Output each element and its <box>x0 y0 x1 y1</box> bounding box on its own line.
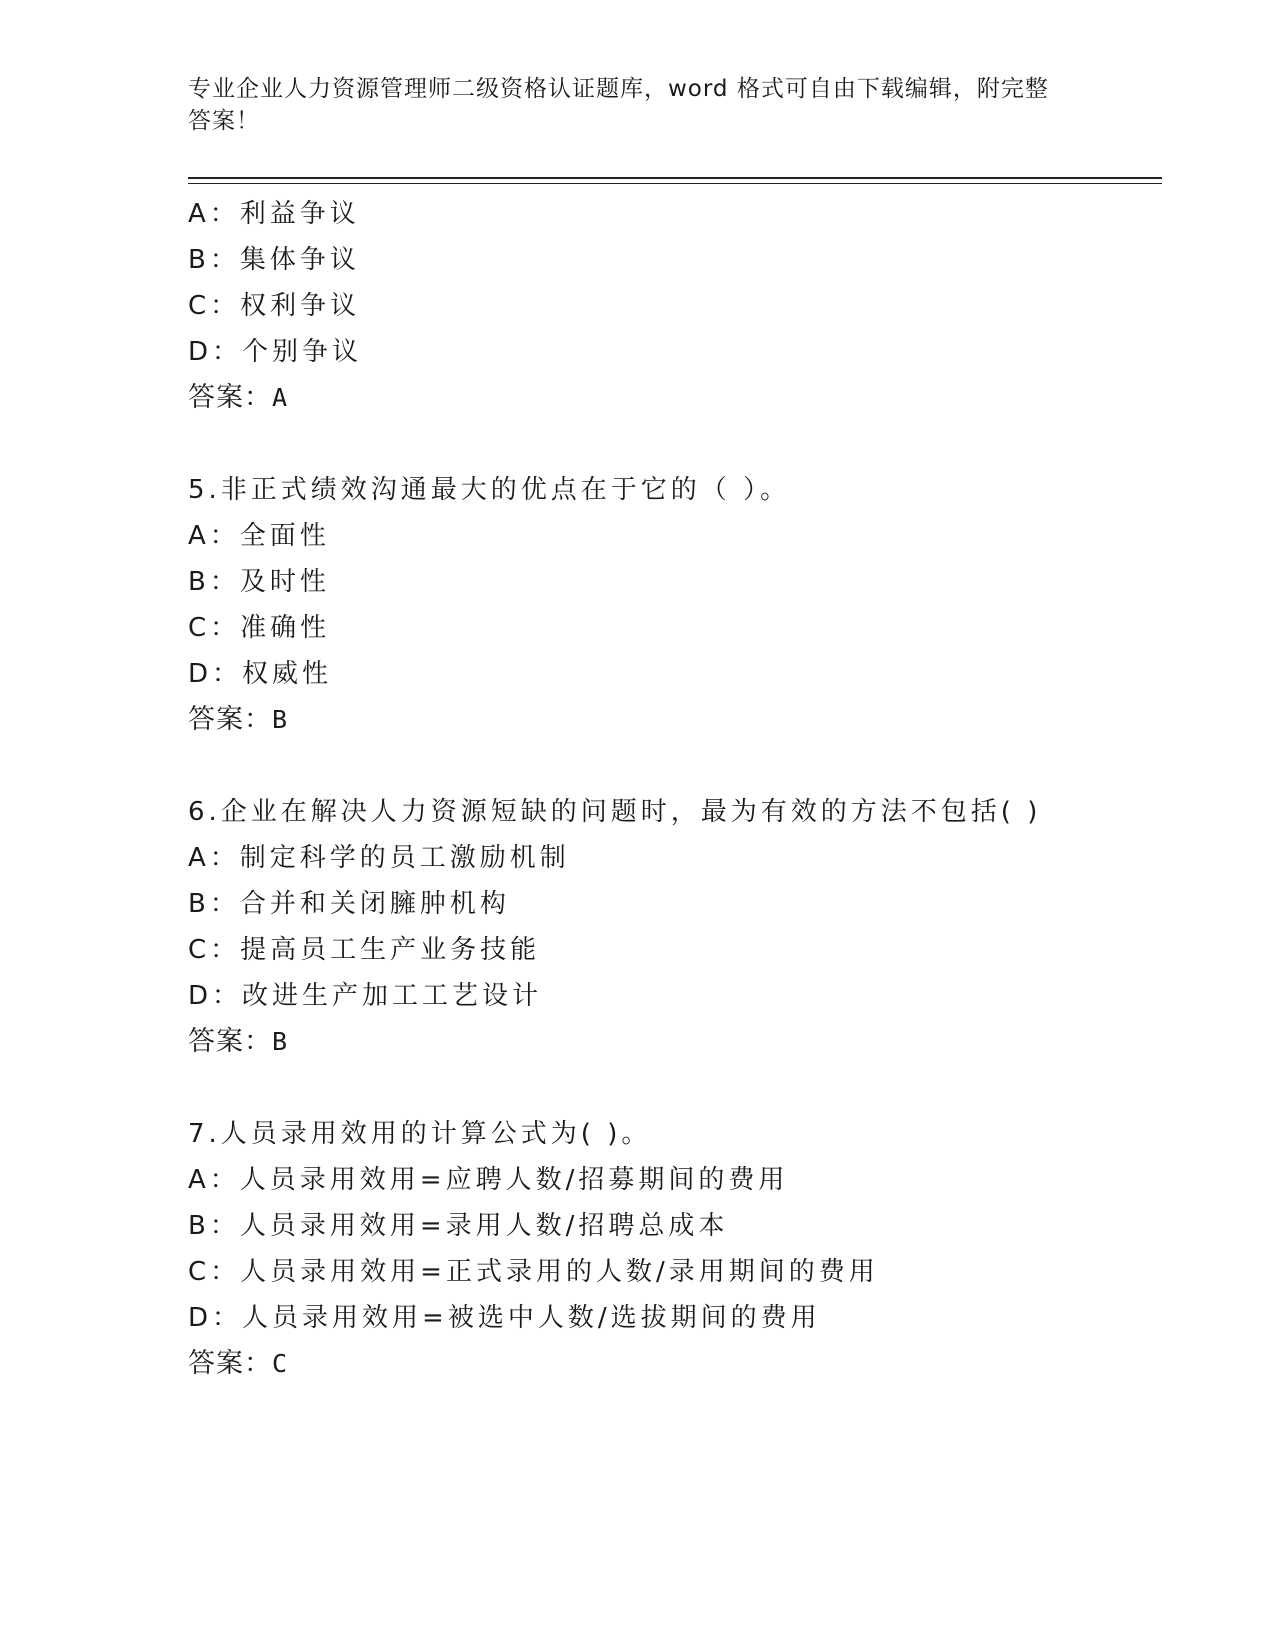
option-label: A： <box>188 843 240 873</box>
option-a <box>188 835 1162 881</box>
option-d <box>188 329 1162 375</box>
option-label: A： <box>188 521 240 551</box>
option-text: 人员录用效用=应聘人数/招募期间的费用 <box>239 1165 789 1195</box>
option-label: D： <box>188 1303 243 1333</box>
option-label: B： <box>188 889 240 919</box>
option-label: D： <box>188 981 243 1011</box>
option-label: C： <box>188 935 241 965</box>
answer-line <box>188 697 1162 743</box>
answer-line <box>188 1019 1162 1065</box>
option-text: 人员录用效用=被选中人数/选拔期间的费用 <box>242 1303 821 1333</box>
page-header <box>188 73 1088 137</box>
option-a <box>188 1157 1162 1203</box>
answer-value: C <box>272 1349 289 1378</box>
option-d <box>188 1295 1162 1341</box>
option-c <box>188 1249 1162 1295</box>
option-text: 准确性 <box>240 613 331 643</box>
header-line-1: 专业企业人力资源管理师二级资格认证题库，word 格式可自由下载编辑，附完整 <box>188 76 1049 102</box>
option-label: C： <box>188 291 241 321</box>
option-text: 制定科学的员工激励机制 <box>239 843 570 873</box>
option-text: 改进生产加工工艺设计 <box>242 981 543 1011</box>
option-b <box>188 1203 1162 1249</box>
spacer <box>188 421 1162 467</box>
option-text: 人员录用效用=正式录用的人数/录用期间的费用 <box>240 1257 879 1287</box>
answer-label: 答案： <box>188 1026 272 1057</box>
option-label: A： <box>188 199 240 229</box>
option-a <box>188 513 1162 559</box>
option-b <box>188 237 1162 283</box>
option-b <box>188 559 1162 605</box>
option-text: 利益争议 <box>239 199 360 229</box>
option-label: D： <box>188 337 243 367</box>
option-d <box>188 651 1162 697</box>
option-b <box>188 881 1162 927</box>
answer-label: 答案： <box>188 1348 272 1379</box>
option-label: D： <box>188 659 243 689</box>
answer-value: B <box>272 1027 289 1056</box>
header-rule-thick <box>188 177 1162 179</box>
option-text: 提高员工生产业务技能 <box>240 935 541 965</box>
question-4-tail <box>188 191 1162 421</box>
option-c <box>188 927 1162 973</box>
answer-line <box>188 375 1162 421</box>
header-rule-thin <box>188 183 1162 184</box>
option-label: B： <box>188 1211 240 1241</box>
answer-value: B <box>272 705 289 734</box>
option-d <box>188 973 1162 1019</box>
spacer <box>188 743 1162 789</box>
spacer <box>188 1065 1162 1111</box>
option-c <box>188 283 1162 329</box>
option-label: B： <box>188 245 240 275</box>
answer-line <box>188 1341 1162 1387</box>
question-7 <box>188 1111 1162 1387</box>
answer-label: 答案： <box>188 704 272 735</box>
answer-value: A <box>272 383 289 412</box>
option-label: C： <box>188 1257 241 1287</box>
option-text: 权威性 <box>242 659 333 689</box>
option-a <box>188 191 1162 237</box>
question-stem: 7.人员录用效用的计算公式为( )。 <box>188 1119 652 1149</box>
option-text: 人员录用效用=录用人数/招聘总成本 <box>239 1211 729 1241</box>
question-list <box>188 191 1162 1387</box>
option-c <box>188 605 1162 651</box>
option-text: 个别争议 <box>242 337 363 367</box>
option-text: 全面性 <box>239 521 330 551</box>
question-5 <box>188 467 1162 743</box>
option-text: 合并和关闭臃肿机构 <box>239 889 510 919</box>
option-label: B： <box>188 567 240 597</box>
question-stem: 6.企业在解决人力资源短缺的问题时，最为有效的方法不包括( ) <box>188 797 1042 827</box>
question-6 <box>188 789 1162 1065</box>
option-text: 集体争议 <box>239 245 360 275</box>
answer-label: 答案： <box>188 382 272 413</box>
question-stem: 5.非正式绩效沟通最大的优点在于它的（ ）。 <box>188 475 791 505</box>
option-label: C： <box>188 613 241 643</box>
header-line-2: 答案！ <box>188 108 260 134</box>
option-text: 权利争议 <box>240 291 361 321</box>
option-text: 及时性 <box>239 567 330 597</box>
option-label: A： <box>188 1165 240 1195</box>
